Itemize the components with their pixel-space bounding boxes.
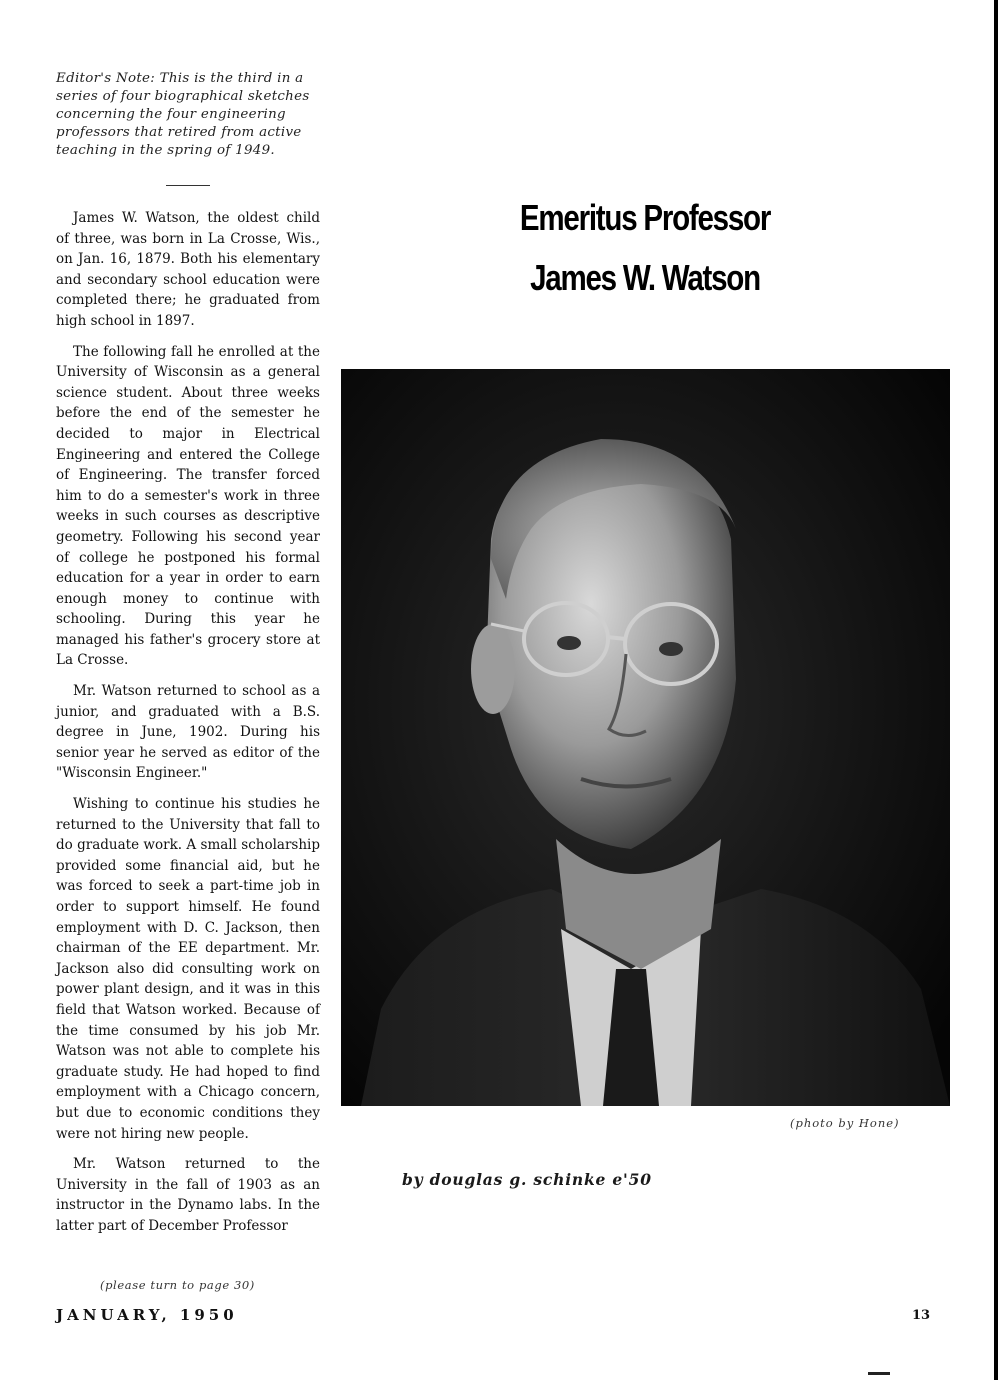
scan-mark [868,1372,890,1375]
article-body [56,208,320,1247]
paragraph-4: Wishing to continue his studies he returned to the University that fall to do graduate work. A small scholarship provided some financial aid, but he was forced to seek a part-time job in order to support himself. He found employment with D. C. Jackson, then chairman of the EE department. Mr. Jackson also did consulting work on power plant design, and it was in this field that Watson worked. Because of the time consumed by his job Mr. Watson was not able to complete his graduate study. He had hoped to find employment with a Chicago concern, but due to economic conditions they were not hiring new people. [56,796,320,1142]
page-number: 13 [912,1308,931,1323]
divider [166,185,210,186]
paragraph-1: James W. Watson, the oldest child of three, was born in La Crosse, Wis., on Jan. 16, 1879. Both his elementary and secondary school education were completed there; he graduated from high school in 1897. [56,210,320,329]
footer-date: JANUARY, 1950 [56,1306,238,1324]
page-edge [994,0,998,1380]
photo-credit: (photo by Hone) [790,1116,900,1130]
paragraph-5: Mr. Watson returned to the University in the fall of 1903 as an instructor in the Dynamo labs. In the latter part of December Professor [56,1156,320,1234]
paragraph-3: Mr. Watson returned to school as a junior, and graduated with a B.S. degree in June, 1902. During his senior year he served as editor of the "Wisconsin Engineer." [56,683,320,782]
byline: by douglas g. schinke e'50 [402,1170,652,1189]
editors-note: Editor's Note: This is the third in a series of four biographical sketches concerning the four engineering professors that retired from active teaching in the spring of 1949. [56,71,310,158]
paragraph-2: The following fall he enrolled at the University of Wisconsin as a general science student. About three weeks before the end of the semester he decided to major in Electrical Engineering and entered the College of Engineering. The transfer forced him to do a semester's work in three weeks in such courses as descriptive geometry. Following his second year of college he postponed his formal education for a year in order to earn enough money to continue with schooling. During this year he managed his father's grocery store at La Crosse. [56,343,320,669]
continuation-note: (please turn to page 30) [100,1278,255,1292]
title-line-2: James W. Watson [530,257,760,298]
article-title [493,188,796,308]
title-line-1: Emeritus Professor [519,197,771,238]
portrait-photo [341,369,950,1106]
